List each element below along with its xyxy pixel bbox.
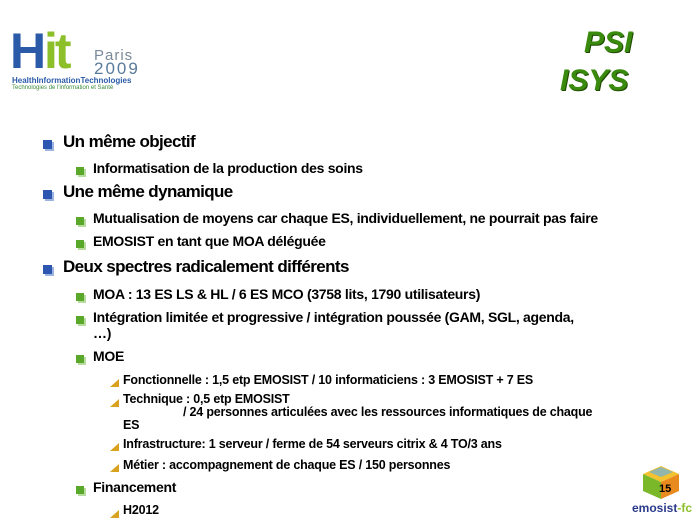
bullet-text: Technique : 0,5 etp EMOSIST	[123, 392, 290, 406]
bullet-text: H2012	[123, 503, 159, 517]
bullet-triangle-gold-icon	[110, 379, 119, 387]
bullet-text: Un même objectif	[63, 132, 196, 151]
bullet-triangle-gold-icon	[110, 510, 119, 518]
logo-tagline: HealthInformationTechnologies	[12, 76, 132, 85]
bullet-text: Intégration limitée et progressive / intégration poussée (GAM, SGL, agenda,	[93, 309, 574, 325]
logo-letters-it: it	[44, 23, 69, 79]
bullet-text: Fonctionnelle : 1,5 etp EMOSIST / 10 informaticiens : 3 EMOSIST + 7 ES	[123, 373, 534, 387]
bullet-text-continuation: ES	[123, 418, 140, 432]
bullet-text: Mutualisation de moyens car chaque ES, individuellement, ne pourrait pas faire	[93, 210, 598, 226]
bullet-text: Une même dynamique	[63, 182, 233, 201]
logo-letter-h: H	[10, 23, 44, 79]
slide-title-line1: PSI	[584, 26, 633, 59]
bullet-square-blue-icon	[43, 140, 52, 149]
logo-year: 2009	[94, 59, 140, 78]
bullet-square-green-icon	[76, 355, 84, 363]
slide-title-line2: ISYS	[560, 64, 629, 97]
bullet-square-green-icon	[76, 486, 84, 494]
bullet-triangle-gold-icon	[110, 443, 119, 451]
brand-wordmark	[632, 501, 692, 515]
logo-subtagline: Technologies de l'information et Santé	[12, 85, 114, 91]
bullet-triangle-gold-icon	[110, 464, 119, 472]
bullet-text: MOA : 13 ES LS & HL / 6 ES MCO (3758 lits, 1790 utilisateurs)	[93, 286, 481, 302]
bullet-text: Métier : accompagnement de chaque ES / 150 personnes	[123, 458, 451, 472]
bullet-square-green-icon	[76, 217, 84, 225]
logo-city: Paris	[94, 47, 134, 64]
hit-paris-logo	[10, 23, 180, 96]
bullet-text: Informatisation de la production des soins	[93, 160, 363, 176]
bullet-text: Deux spectres radicalement différents	[63, 257, 349, 276]
bullet-square-green-icon	[76, 167, 84, 175]
bullet-text: Financement	[93, 479, 177, 495]
bullet-text: Infrastructure: 1 serveur / ferme de 54 serveurs citrix & 4 TO/3 ans	[123, 437, 502, 451]
bullet-text-continuation: …)	[93, 325, 112, 341]
bullet-square-green-icon	[76, 316, 84, 324]
bullet-text: MOE	[93, 348, 124, 364]
bullet-text-continuation: / 24 personnes articulées avec les ressources informatiques de chaque	[183, 405, 593, 419]
bullet-square-green-icon	[76, 293, 84, 301]
brand-suffix: -fc	[677, 501, 692, 515]
brand-name: emosist	[632, 501, 678, 515]
bullet-text: EMOSIST en tant que MOA déléguée	[93, 233, 326, 249]
bullet-square-blue-icon	[43, 190, 52, 199]
bullet-square-green-icon	[76, 240, 84, 248]
bullet-square-blue-icon	[43, 265, 52, 274]
page-number: 15	[659, 483, 672, 495]
bullet-triangle-gold-icon	[110, 399, 119, 407]
